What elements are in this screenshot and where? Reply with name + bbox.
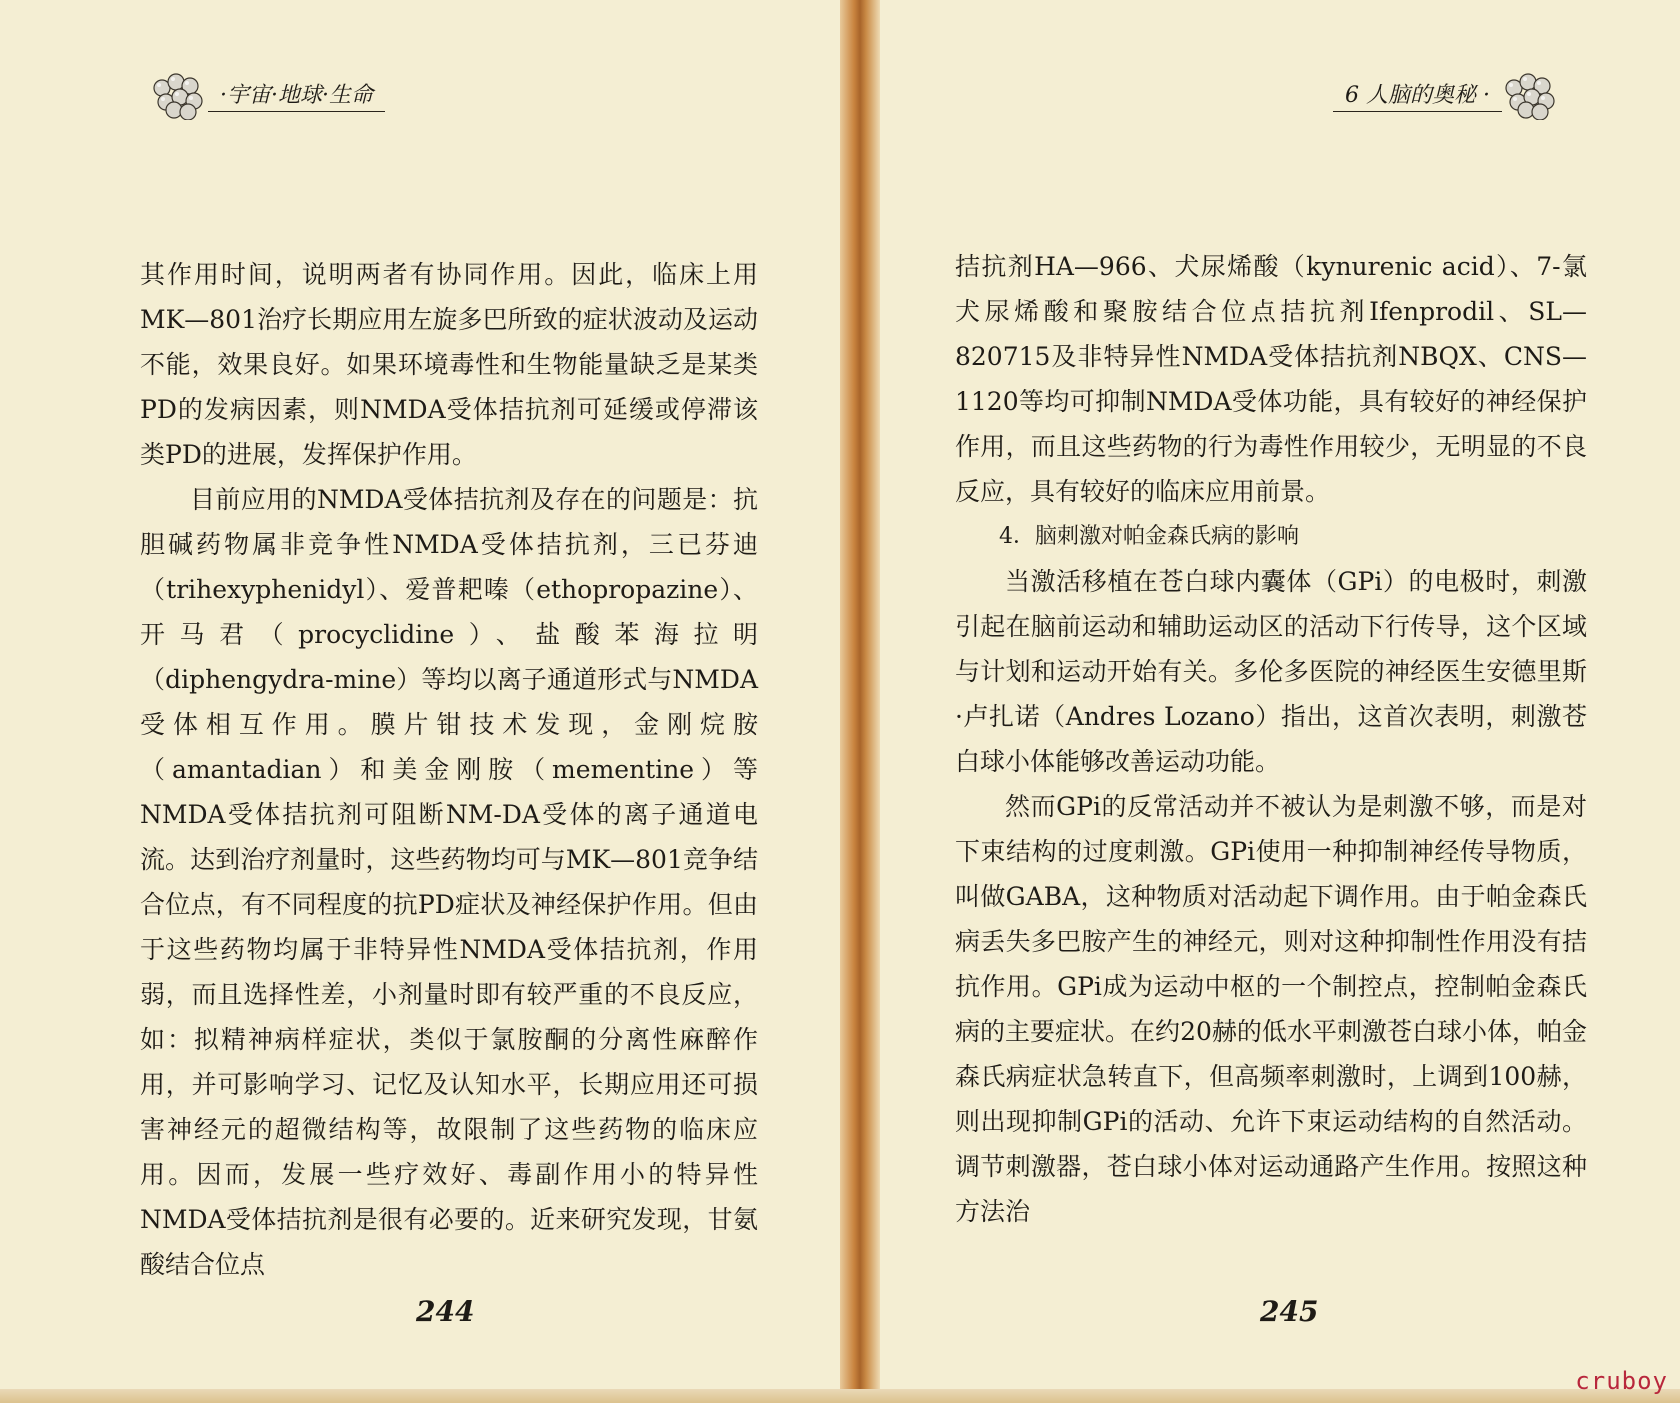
- left-paragraph-2: 目前应用的NMDA受体拮抗剂及存在的问题是：抗胆碱药物属非竞争性NMDA受体拮抗剂，三已芬迪（trihexyphenidyl）、爱普耙嗪（ethopropazine）、开马君（procyclidine）、盐酸苯海拉明（diphengydra-mine）等均以离子通道形式与NMDA受体相互作用。膜片钳技术发现，金刚烷胺（amantadian）和美金刚胺（mementine）等NMDA受体拮抗剂可阻断NM-DA受体的离子通道电流。达到治疗剂量时，这些药物均可与MK—801竞争结合位点，有不同程度的抗PD症状及神经保护作用。但由于这些药物均属于非特异性NMDA受体拮抗剂，作用弱，而且选择性差，小剂量时即有较严重的不良反应，如：拟精神病样症状，类似于氯胺酮的分离性麻醉作用，并可影响学习、记忆及认知水平，长期应用还可损害神经元的超微结构等，故限制了这些药物的临床应用。因而，发展一些疗效好、毒副作用小的特异性NMDA受体拮抗剂是很有必要的。近来研究发现，甘氨酸结合位点: [140, 485, 758, 1279]
- left-header-title: ·宇宙·地球·生命: [208, 78, 385, 112]
- right-header-title: 6 人脑的奥秘 ·: [1333, 78, 1502, 112]
- section-heading: 4．脑刺激对帕金森氏病的影响: [999, 524, 1299, 549]
- left-paragraph-1: 其作用时间，说明两者有协同作用。因此，临床上用MK—801治疗长期应用左旋多巴所致的症状波动及运动不能，效果良好。如果环境毒性和生物能量缺乏是某类PD的发病因素，则NMDA受体拮抗剂可延缓或停滞该类PD的进展，发挥保护作用。: [140, 260, 758, 469]
- book-gutter: [840, 0, 880, 1403]
- right-running-header: [1333, 70, 1560, 120]
- page-bottom-edge: [0, 1389, 1680, 1403]
- left-page-number: 244: [416, 1295, 475, 1328]
- right-page-number: 245: [1260, 1295, 1319, 1328]
- right-paragraph-2: 当激活移植在苍白球内囊体（GPi）的电极时，刺激引起在脑前运动和辅助运动区的活动下行传导，这个区域与计划和运动开始有关。多伦多医院的神经医生安德里斯·卢扎诺（Andres Lozano）指出，这首次表明，刺激苍白球小体能够改善运动功能。: [955, 567, 1587, 776]
- right-body-text: [955, 244, 1587, 1234]
- scanner-watermark: cruboy: [1575, 1367, 1668, 1395]
- left-running-header: [150, 70, 385, 120]
- molecule-cluster-icon: [1502, 70, 1560, 120]
- molecule-cluster-icon: [150, 70, 208, 120]
- right-paragraph-1: 拮抗剂HA—966、犬尿烯酸（kynurenic acid）、7-氯犬尿烯酸和聚胺结合位点拮抗剂Ifenprodil、SL—820715及非特异性NMDA受体拮抗剂NBQX、CNS—1120等均可抑制NMDA受体功能，具有较好的神经保护作用，而且这些药物的行为毒性作用较少，无明显的不良反应，具有较好的临床应用前景。: [955, 252, 1587, 506]
- left-body-text: [140, 252, 758, 1287]
- right-paragraph-3: 然而GPi的反常活动并不被认为是刺激不够，而是对下束结构的过度刺激。GPi使用一种抑制神经传导物质，叫做GABA，这种物质对活动起下调作用。由于帕金森氏病丢失多巴胺产生的神经元，则对这种抑制性作用没有拮抗作用。GPi成为运动中枢的一个制控点，控制帕金森氏病的主要症状。在约20赫的低水平刺激苍白球小体，帕金森氏病症状急转直下，但高频率刺激时，上调到100赫，则出现抑制GPi的活动、允许下束运动结构的自然活动。调节刺激器，苍白球小体对运动通路产生作用。按照这种方法治: [955, 792, 1587, 1226]
